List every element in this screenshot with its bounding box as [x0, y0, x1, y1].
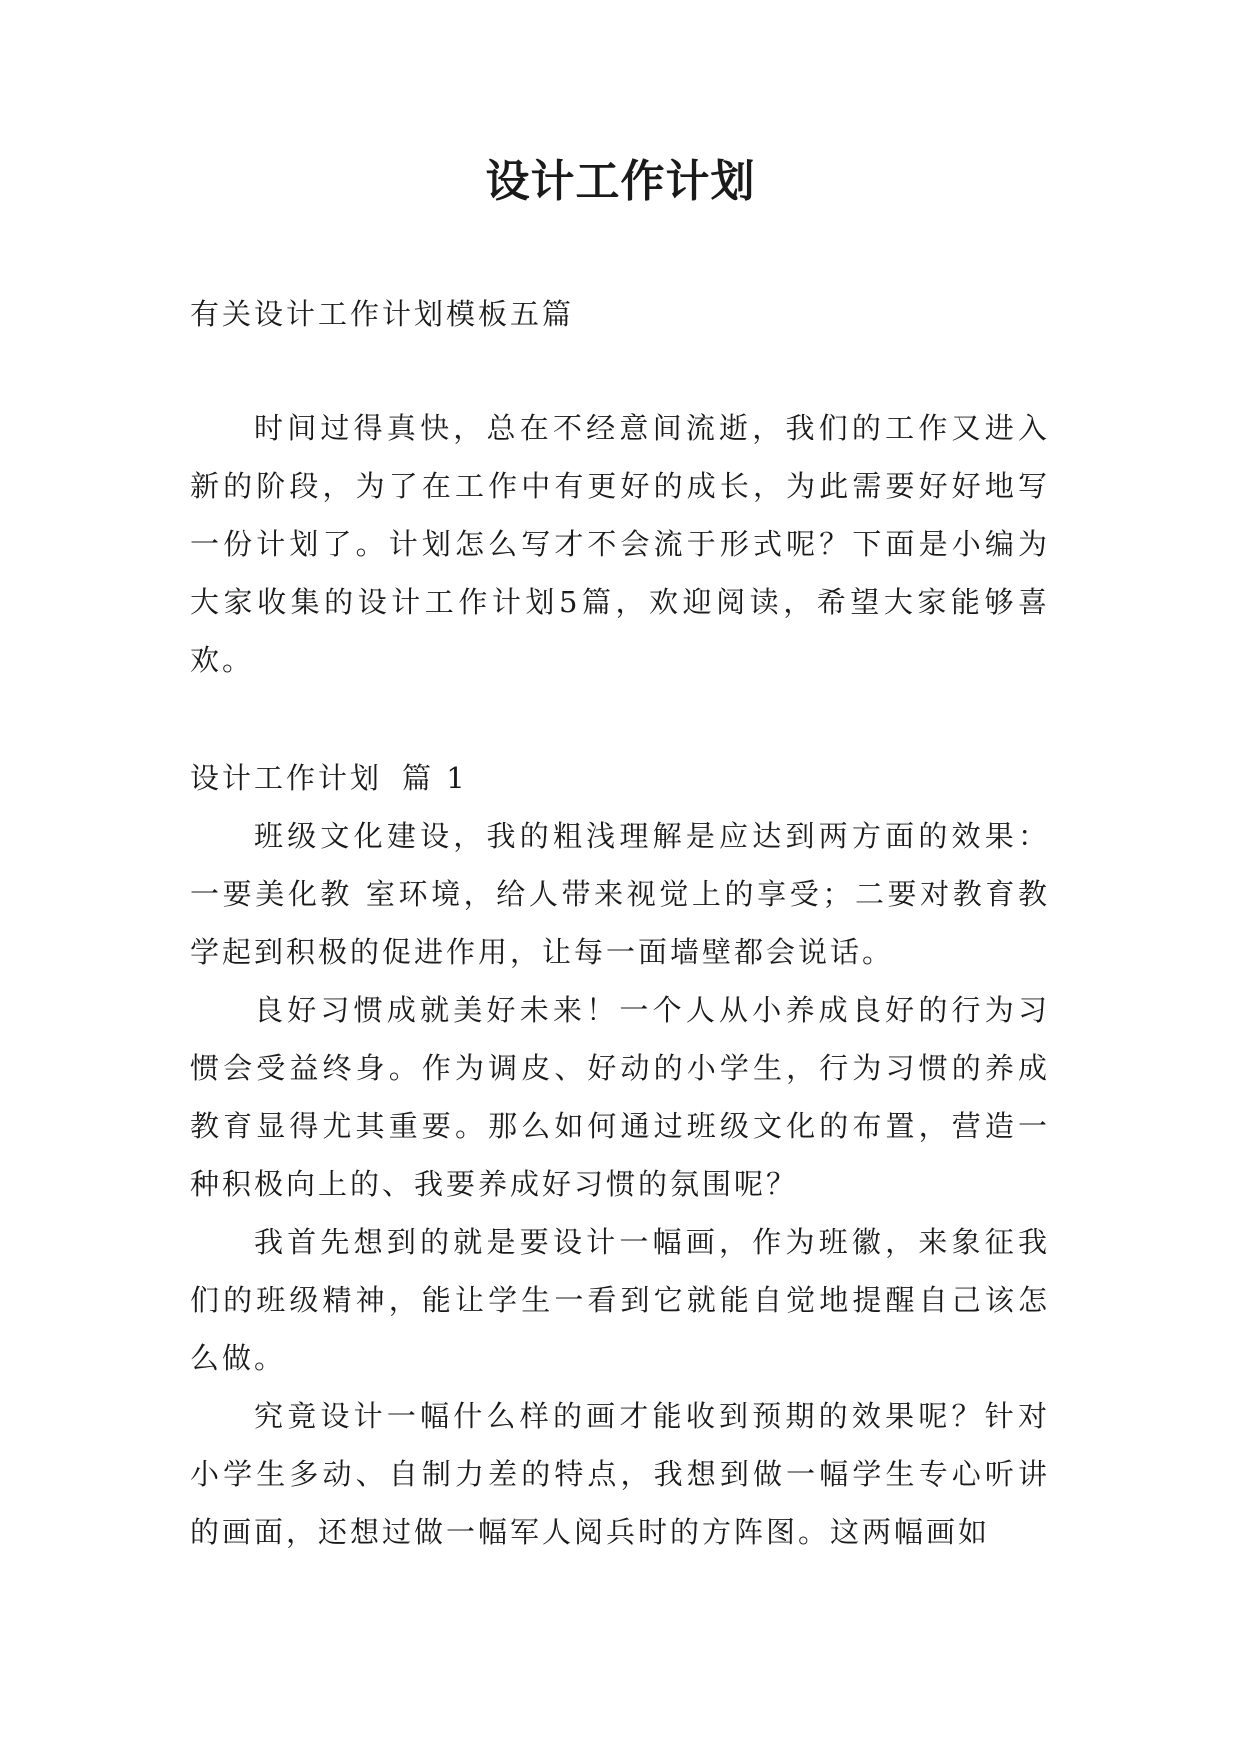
intro-paragraph: 时间过得真快，总在不经意间流逝，我们的工作又进入新的阶段，为了在工作中有更好的成长，为此需要好好地写一份计划了。计划怎么写才不会流于形式呢？下面是小编为大家收集的设计工作计划5篇，欢迎阅读，希望大家能够喜欢。 — [190, 411, 1050, 677]
body-paragraph-2: 良好习惯成就美好未来！一个人从小养成良好的行为习惯会受益终身。作为调皮、好动的小学生，行为习惯的养成教育显得尤其重要。那么如何通过班级文化的布置，营造一种积极向上的、我要养成好习惯的氛围呢？ — [190, 993, 1050, 1201]
body-paragraph-3: 我首先想到的就是要设计一幅画，作为班徽，来象征我们的班级精神，能让学生一看到它就能自觉地提醒自己该怎么做。 — [190, 1225, 1050, 1375]
section-heading-label: 设计工作计划 — [190, 761, 383, 795]
body-paragraph-1: 班级文化建设，我的粗浅理解是应达到两方面的效果：一要美化教 室环境，给人带来视觉上的享受；二要对教育教学起到积极的促进作用，让每一面墙壁都会说话。 — [190, 819, 1050, 969]
spacer — [190, 343, 1050, 399]
document-title: 设计工作计划 — [485, 156, 756, 207]
document-subtitle: 有关设计工作计划模板五篇 — [190, 297, 575, 331]
document-body — [190, 285, 1050, 1561]
section-heading — [190, 749, 1050, 807]
spacer — [190, 689, 1050, 749]
section-heading-number: 篇 1 — [402, 761, 468, 795]
body-paragraph-4: 究竟设计一幅什么样的画才能收到预期的效果呢？针对小学生多动、自制力差的特点，我想到做一幅学生专心听讲的画面，还想过做一幅军人阅兵时的方阵图。这两幅画如 — [190, 1399, 1050, 1549]
